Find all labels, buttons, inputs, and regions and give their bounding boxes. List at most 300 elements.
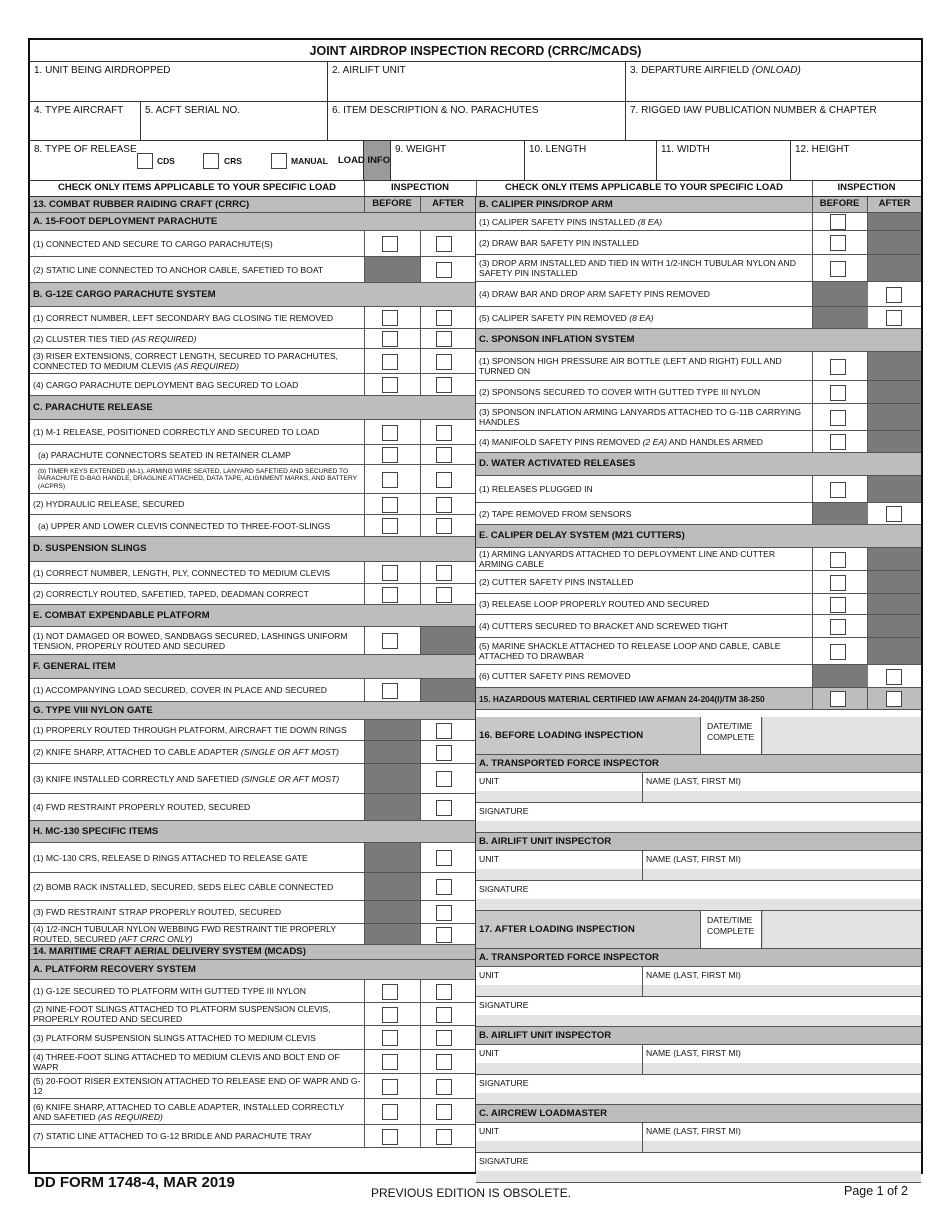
- checklist-item: [30, 515, 475, 537]
- before-checkbox[interactable]: [382, 1030, 398, 1046]
- before-checkbox[interactable]: [830, 214, 846, 230]
- divider: [812, 404, 813, 430]
- item-note: (SINGLE OR AFT MOST): [238, 747, 339, 757]
- checklist-item: [30, 924, 475, 945]
- divider: [420, 873, 421, 900]
- after-checkbox[interactable]: [886, 287, 902, 303]
- na-cell: [365, 901, 420, 923]
- after-checkbox[interactable]: [436, 984, 452, 1000]
- divider: [364, 980, 365, 1002]
- airlift-label: 2. AIRLIFT UNIT: [332, 65, 406, 76]
- before-checkbox[interactable]: [830, 597, 846, 613]
- signature-label: SIGNATURE: [479, 1156, 529, 1166]
- unit-label: UNIT: [479, 970, 500, 980]
- divider: [364, 231, 365, 256]
- before-checkbox[interactable]: [382, 447, 398, 463]
- item-text: (2) CLUSTER TIES TIED (AS REQUIRED): [33, 333, 197, 344]
- signoff-section: [476, 717, 921, 1172]
- name-label: NAME (LAST, FIRST MI): [646, 970, 741, 980]
- item-text: (4) 1/2-INCH TUBULAR NYLON WEBBING FWD RESTRAINT TIE PROPERLY ROUTED, SECURED (AFT CRRC ONLY): [33, 924, 336, 944]
- after-checkbox[interactable]: [436, 310, 452, 326]
- width-label: 11. WIDTH: [661, 144, 710, 155]
- divider: [812, 213, 813, 230]
- item-text: (3) PLATFORM SUSPENSION SLINGS ATTACHED TO MEDIUM CLEVIS: [33, 1032, 316, 1043]
- item-text: (2) CUTTER SAFETY PINS INSTALLED: [479, 577, 634, 587]
- na-cell: [813, 282, 868, 306]
- item-text: 14. MARITIME CRAFT AERIAL DELIVERY SYSTEM (MCADS): [33, 946, 306, 957]
- item-text: (1) CORRECT NUMBER, LENGTH, PLY, CONNECTED TO MEDIUM CLEVIS: [33, 567, 331, 578]
- divider: [420, 562, 421, 583]
- width-field[interactable]: [657, 141, 791, 180]
- name-label: NAME (LAST, FIRST MI): [646, 776, 741, 786]
- item-text: (1) M-1 RELEASE, POSITIONED CORRECTLY AND SECURED TO LOAD: [33, 427, 320, 437]
- unit-label: UNIT: [479, 1048, 500, 1058]
- unit-input[interactable]: [476, 985, 642, 996]
- after-header: AFTER: [432, 198, 464, 209]
- before-checkbox[interactable]: [830, 619, 846, 635]
- item-text: B. G-12E CARGO PARACHUTE SYSTEM: [33, 288, 216, 300]
- item-text: (1) CALIPER SAFETY PINS INSTALLED (8 EA): [479, 216, 663, 227]
- after-checkbox[interactable]: [886, 506, 902, 522]
- name-field[interactable]: [643, 851, 921, 880]
- item-text: (2) DRAW BAR SAFETY PIN INSTALLED: [479, 237, 639, 248]
- after-checkbox[interactable]: [436, 331, 452, 347]
- checklist-item: [476, 255, 921, 282]
- aircraft-field[interactable]: [30, 102, 141, 140]
- after-checkbox[interactable]: [436, 425, 452, 441]
- crs-label: CRS: [224, 156, 242, 166]
- divider: [812, 594, 813, 614]
- name-input[interactable]: [643, 985, 921, 996]
- release-field: [30, 141, 364, 180]
- after-checkbox[interactable]: [436, 565, 452, 581]
- unit-field[interactable]: [476, 967, 643, 996]
- divider: [812, 615, 813, 637]
- na-cell: [365, 720, 420, 740]
- header-row-3: [30, 141, 921, 181]
- item-field[interactable]: [328, 102, 626, 140]
- section-header: [30, 702, 475, 720]
- divider: [420, 1099, 421, 1124]
- section-header: [476, 197, 921, 213]
- item-text: (a) PARACHUTE CONNECTORS SEATED IN RETAINER CLAMP: [38, 449, 291, 460]
- divider: [812, 231, 813, 254]
- before-checkbox[interactable]: [382, 587, 398, 603]
- section-header: [30, 821, 475, 843]
- length-field[interactable]: [525, 141, 657, 180]
- manual-checkbox[interactable]: [271, 153, 287, 169]
- checklist-item: [30, 1099, 475, 1125]
- before-checkbox[interactable]: [382, 683, 398, 699]
- before-checkbox[interactable]: [830, 552, 846, 568]
- signature-field[interactable]: [476, 997, 921, 1027]
- signature-field[interactable]: [476, 881, 921, 911]
- item-text: C. PARACHUTE RELEASE: [33, 401, 153, 413]
- item-note: (SINGLE OR AFT MOST): [238, 773, 340, 784]
- before-checkbox[interactable]: [382, 236, 398, 252]
- name-field[interactable]: [643, 773, 921, 802]
- item-text: (b) TIMER KEYS EXTENDED (M-1), ARMING WIRE SEATED, LANYARD SAFETIED AND SECURED TO PARACHUTE D-BAG HANDLE, DRAGLINE ATTACHED, DATA TAPE, ALIGNMENT MARKS, AND BATTERY (ACPRS): [38, 467, 357, 490]
- item-text: (2) BOMB RACK INSTALLED, SECURED, SEDS ELEC CABLE CONNECTED: [33, 881, 334, 892]
- departure-field[interactable]: [626, 62, 921, 101]
- na-cell: [421, 679, 475, 701]
- unit-input[interactable]: [476, 1141, 642, 1152]
- name-field[interactable]: [643, 1123, 921, 1152]
- unit-input[interactable]: [476, 869, 642, 880]
- item-text: (4) MANIFOLD SAFETY PINS REMOVED (2 EA) AND HANDLES ARMED: [479, 436, 763, 447]
- divider: [364, 494, 365, 514]
- after-checkbox[interactable]: [886, 310, 902, 326]
- after-checkbox[interactable]: [436, 447, 452, 463]
- divider: [812, 255, 813, 281]
- checklist-item: [30, 349, 475, 374]
- inspection-header-left: INSPECTION: [390, 182, 450, 193]
- checklist-item: [30, 1074, 475, 1099]
- after-checkbox[interactable]: [436, 1007, 452, 1023]
- checklist-item: [30, 873, 475, 901]
- item-text: (4) CUTTERS SECURED TO BRACKET AND SCREWED TIGHT: [479, 621, 729, 631]
- section-header: [476, 688, 921, 710]
- item-text: (2) CORRECTLY ROUTED, SAFETIED, TAPED, DEADMAN CORRECT: [33, 589, 309, 599]
- divider: [812, 638, 813, 664]
- after-checkbox[interactable]: [436, 377, 452, 393]
- after-checkbox[interactable]: [436, 472, 452, 488]
- unit-field[interactable]: [476, 1123, 643, 1152]
- divider: [364, 1003, 365, 1025]
- before-checkbox[interactable]: [382, 518, 398, 534]
- divider: [420, 1074, 421, 1098]
- before-header: BEFORE: [819, 198, 860, 209]
- na-cell: [365, 764, 420, 793]
- inspector-header: A. TRANSPORTED FORCE INSPECTOR: [476, 949, 921, 967]
- height-label: 12. HEIGHT: [795, 144, 850, 155]
- signature-input[interactable]: [476, 1171, 921, 1182]
- name-input[interactable]: [643, 1141, 921, 1152]
- name-field[interactable]: [643, 967, 921, 996]
- item-note: (AS REQUIRED): [129, 333, 197, 344]
- before-checkbox[interactable]: [382, 1079, 398, 1095]
- crs-checkbox[interactable]: [203, 153, 219, 169]
- unit-input[interactable]: [476, 791, 642, 802]
- before-checkbox[interactable]: [382, 565, 398, 581]
- serial-label: 5. ACFT SERIAL NO.: [145, 105, 241, 116]
- item-text: (4) FWD RESTRAINT PROPERLY ROUTED, SECURED: [33, 802, 251, 812]
- checklist-item: [30, 445, 475, 465]
- before-checkbox[interactable]: [830, 235, 846, 251]
- before-checkbox[interactable]: [382, 1007, 398, 1023]
- divider: [420, 465, 421, 493]
- after-checkbox[interactable]: [436, 1104, 452, 1120]
- before-checkbox[interactable]: [830, 482, 846, 498]
- divider: [420, 349, 421, 373]
- load-info-label: LOAD INFO: [337, 155, 391, 166]
- before-checkbox[interactable]: [382, 633, 398, 649]
- na-cell: [868, 548, 921, 570]
- checklist-item: [30, 720, 475, 741]
- item-text: (1) SPONSON HIGH PRESSURE AIR BOTTLE (LEFT AND RIGHT) FULL AND TURNED ON: [479, 356, 782, 376]
- column-header-row: [30, 181, 921, 197]
- before-checkbox[interactable]: [830, 359, 846, 375]
- divider: [420, 1125, 421, 1147]
- section-header: [30, 960, 475, 980]
- header-row-2: [30, 102, 921, 141]
- signature-input[interactable]: [476, 1015, 921, 1026]
- after-checkbox[interactable]: [436, 771, 452, 787]
- before-checkbox[interactable]: [382, 425, 398, 441]
- checklist-item: [30, 307, 475, 329]
- after-checkbox[interactable]: [436, 587, 452, 603]
- item-note: (AS REQUIRED): [95, 1111, 163, 1122]
- check-header-right: CHECK ONLY ITEMS APPLICABLE TO YOUR SPECIFIC LOAD: [505, 182, 783, 193]
- signature-label: SIGNATURE: [479, 884, 529, 894]
- after-checkbox[interactable]: [436, 1129, 452, 1145]
- item-text: (2) NINE-FOOT SLINGS ATTACHED TO PLATFORM SUSPENSION CLEVIS, PROPERLY ROUTED AND SECURED: [33, 1004, 331, 1024]
- divider: [364, 1050, 365, 1073]
- section-header: [30, 537, 475, 562]
- before-checkbox[interactable]: [382, 1104, 398, 1120]
- section-header: [30, 945, 475, 960]
- unit-field[interactable]: [476, 851, 643, 880]
- header-row-1: [30, 62, 921, 102]
- after-checkbox[interactable]: [886, 669, 902, 685]
- after-checkbox[interactable]: [436, 1079, 452, 1095]
- item-text: (1) G-12E SECURED TO PLATFORM WITH GUTTED TYPE III NYLON: [33, 986, 306, 996]
- unit-field[interactable]: [476, 1045, 643, 1074]
- signature-field[interactable]: [476, 1153, 921, 1183]
- after-checkbox[interactable]: [436, 497, 452, 513]
- checklist-item: [476, 571, 921, 594]
- name-input[interactable]: [643, 791, 921, 802]
- item-text: (7) STATIC LINE ATTACHED TO G-12 BRIDLE AND PARACHUTE TRAY: [33, 1131, 312, 1141]
- checklist-item: [476, 381, 921, 404]
- airlift-field[interactable]: [328, 62, 626, 101]
- signature-label: SIGNATURE: [479, 806, 529, 816]
- height-field[interactable]: [791, 141, 921, 180]
- name-field[interactable]: [643, 1045, 921, 1074]
- divider: [364, 1099, 365, 1124]
- section-header: [476, 453, 921, 476]
- before-checkbox[interactable]: [830, 434, 846, 450]
- signature-input[interactable]: [476, 821, 921, 832]
- item-text: (1) NOT DAMAGED OR BOWED, SANDBAGS SECURED, LASHINGS UNIFORM TENSION, PROPERLY ROUTED AND SECURED: [33, 630, 348, 651]
- name-label: NAME (LAST, FIRST MI): [646, 1048, 741, 1058]
- length-label: 10. LENGTH: [529, 144, 587, 155]
- before-checkbox[interactable]: [830, 691, 846, 707]
- before-checkbox[interactable]: [382, 354, 398, 370]
- item-text: (2) STATIC LINE CONNECTED TO ANCHOR CABLE, SAFETIED TO BOAT: [33, 264, 324, 275]
- divider: [420, 420, 421, 444]
- na-cell: [868, 476, 921, 502]
- after-checkbox[interactable]: [436, 354, 452, 370]
- serial-field[interactable]: [141, 102, 328, 140]
- weight-field[interactable]: [391, 141, 525, 180]
- aircraft-label: 4. TYPE AIRCRAFT: [34, 105, 124, 116]
- checklist-item: [30, 329, 475, 349]
- divider: [420, 374, 421, 395]
- divider: [420, 584, 421, 604]
- after-checkbox[interactable]: [436, 905, 452, 921]
- before-checkbox[interactable]: [382, 310, 398, 326]
- check-header-left: CHECK ONLY ITEMS APPLICABLE TO YOUR SPECIFIC LOAD: [58, 182, 336, 193]
- name-input[interactable]: [643, 869, 921, 880]
- inspection-header-right: INSPECTION: [837, 182, 896, 193]
- before-checkbox[interactable]: [382, 1054, 398, 1070]
- name-input[interactable]: [643, 1063, 921, 1074]
- item-text: (2) SPONSONS SECURED TO COVER WITH GUTTED TYPE III NYLON: [479, 387, 761, 397]
- before-checkbox[interactable]: [382, 472, 398, 488]
- divider: [812, 381, 813, 403]
- inspection-stage-header: [476, 911, 921, 949]
- section-header: [30, 213, 475, 231]
- na-cell: [365, 843, 420, 872]
- item-text: (4) DRAW BAR AND DROP ARM SAFETY PINS REMOVED: [479, 289, 710, 299]
- cds-label: CDS: [157, 156, 175, 166]
- after-checkbox[interactable]: [436, 800, 452, 816]
- divider: [420, 494, 421, 514]
- unit-field[interactable]: [476, 773, 643, 802]
- after-checkbox[interactable]: [436, 850, 452, 866]
- section-header: [30, 605, 475, 627]
- unit-label: UNIT: [479, 854, 500, 864]
- checklist-item: [476, 548, 921, 571]
- after-checkbox[interactable]: [436, 879, 452, 895]
- inspector-header: B. AIRLIFT UNIT INSPECTOR: [476, 1027, 921, 1045]
- checklist-item: [30, 741, 475, 764]
- item-note: (8 EA): [635, 216, 663, 227]
- item-text: E. COMBAT EXPENDABLE PLATFORM: [33, 609, 210, 621]
- signature-input[interactable]: [476, 1093, 921, 1104]
- item-text: (6) CUTTER SAFETY PINS REMOVED: [479, 671, 631, 681]
- after-checkbox[interactable]: [436, 1054, 452, 1070]
- after-checkbox[interactable]: [436, 518, 452, 534]
- section-header: [30, 655, 475, 679]
- after-checkbox[interactable]: [436, 745, 452, 761]
- signature-input[interactable]: [476, 899, 921, 910]
- item-text: H. MC-130 SPECIFIC ITEMS: [33, 825, 159, 837]
- section-header: [30, 396, 475, 420]
- divider: [420, 901, 421, 923]
- item-text: (4) THREE-FOOT SLING ATTACHED TO MEDIUM CLEVIS AND BOLT END OF WAPR: [33, 1051, 340, 1072]
- before-checkbox[interactable]: [830, 385, 846, 401]
- divider: [420, 231, 421, 256]
- cds-checkbox[interactable]: [137, 153, 153, 169]
- na-cell: [868, 255, 921, 281]
- checklist-item: [476, 352, 921, 381]
- form-title: JOINT AIRDROP INSPECTION RECORD (CRRC/MCADS): [30, 40, 921, 62]
- divider: [364, 349, 365, 373]
- na-cell: [868, 381, 921, 403]
- after-checkbox[interactable]: [436, 723, 452, 739]
- signature-label: SIGNATURE: [479, 1078, 529, 1088]
- divider: [420, 980, 421, 1002]
- divider: [812, 688, 813, 709]
- divider: [420, 515, 421, 536]
- after-checkbox[interactable]: [436, 927, 452, 943]
- checklist-item: [30, 1026, 475, 1050]
- datetime-field[interactable]: [763, 911, 921, 948]
- checklist-item: [30, 764, 475, 794]
- unit-name-row: [476, 1123, 921, 1153]
- item-text: (4) CARGO PARACHUTE DEPLOYMENT BAG SECURED TO LOAD: [33, 379, 299, 390]
- item-text: (1) ACCOMPANYING LOAD SECURED, COVER IN PLACE AND SECURED: [33, 685, 327, 695]
- na-cell: [868, 404, 921, 430]
- item-text: 13. COMBAT RUBBER RAIDING CRAFT (CRRC): [33, 198, 250, 210]
- item-text: (1) RELEASES PLUGGED IN: [479, 484, 593, 494]
- checklist-item: [30, 494, 475, 515]
- na-cell: [868, 213, 921, 230]
- divider: [364, 1074, 365, 1098]
- before-checkbox[interactable]: [382, 497, 398, 513]
- na-cell: [813, 665, 868, 687]
- checklist-item: [476, 615, 921, 638]
- after-checkbox[interactable]: [436, 262, 452, 278]
- checklist-item: [30, 1003, 475, 1026]
- section-header: [30, 197, 475, 213]
- item-note: (8 EA): [626, 312, 654, 323]
- item-note: (AFT CRRC ONLY): [116, 934, 193, 944]
- checklist-item: [476, 307, 921, 329]
- divider: [420, 445, 421, 464]
- before-checkbox[interactable]: [382, 984, 398, 1000]
- checklist-item: [476, 476, 921, 503]
- signature-field[interactable]: [476, 1075, 921, 1105]
- release-label: 8. TYPE OF RELEASE: [34, 144, 137, 155]
- checklist-item: [30, 420, 475, 445]
- checklist-item: [30, 257, 475, 283]
- na-cell: [365, 257, 420, 282]
- divider: [420, 1003, 421, 1025]
- signature-field[interactable]: [476, 803, 921, 833]
- before-checkbox[interactable]: [382, 377, 398, 393]
- before-checkbox[interactable]: [830, 575, 846, 591]
- checklist-item: [30, 679, 475, 702]
- before-checkbox[interactable]: [830, 261, 846, 277]
- before-checkbox[interactable]: [830, 644, 846, 660]
- item-text: (3) FWD RESTRAINT STRAP PROPERLY ROUTED, SECURED: [33, 907, 282, 917]
- left-checklist: [30, 197, 476, 1172]
- item-text: (2) TAPE REMOVED FROM SENSORS: [479, 508, 632, 519]
- item-text: (2) HYDRAULIC RELEASE, SECURED: [33, 499, 185, 509]
- divider: [364, 445, 365, 464]
- before-checkbox[interactable]: [382, 1129, 398, 1145]
- item-text: (3) RELEASE LOOP PROPERLY ROUTED AND SECURED: [479, 599, 710, 609]
- divider: [420, 720, 421, 740]
- item-text: (3) KNIFE INSTALLED CORRECTLY AND SAFETIED (SINGLE OR AFT MOST): [33, 773, 340, 784]
- datetime-label: DATE/TIME COMPLETE: [700, 911, 762, 948]
- divider: [364, 465, 365, 493]
- section-header: [476, 525, 921, 548]
- rigged-field[interactable]: [626, 102, 921, 140]
- datetime-label: DATE/TIME COMPLETE: [700, 717, 762, 754]
- item-text: (3) RISER EXTENSIONS, CORRECT LENGTH, SECURED TO PARACHUTES, CONNECTED TO MEDIUM CLEVIS (AS REQUIRED): [33, 351, 338, 371]
- divider: [364, 374, 365, 395]
- before-checkbox[interactable]: [830, 410, 846, 426]
- after-checkbox[interactable]: [436, 236, 452, 252]
- before-checkbox[interactable]: [382, 331, 398, 347]
- section-header: [476, 329, 921, 352]
- datetime-field[interactable]: [763, 717, 921, 754]
- after-checkbox[interactable]: [436, 1030, 452, 1046]
- item-note: (AS REQUIRED): [171, 361, 239, 371]
- divider: [420, 843, 421, 872]
- after-checkbox[interactable]: [886, 691, 902, 707]
- checklist-item: [30, 627, 475, 655]
- checklist-item: [30, 794, 475, 821]
- unit-input[interactable]: [476, 1063, 642, 1074]
- unit-field[interactable]: [30, 62, 328, 101]
- checklist-item: [30, 843, 475, 873]
- unit-label: 1. UNIT BEING AIRDROPPED: [34, 65, 171, 76]
